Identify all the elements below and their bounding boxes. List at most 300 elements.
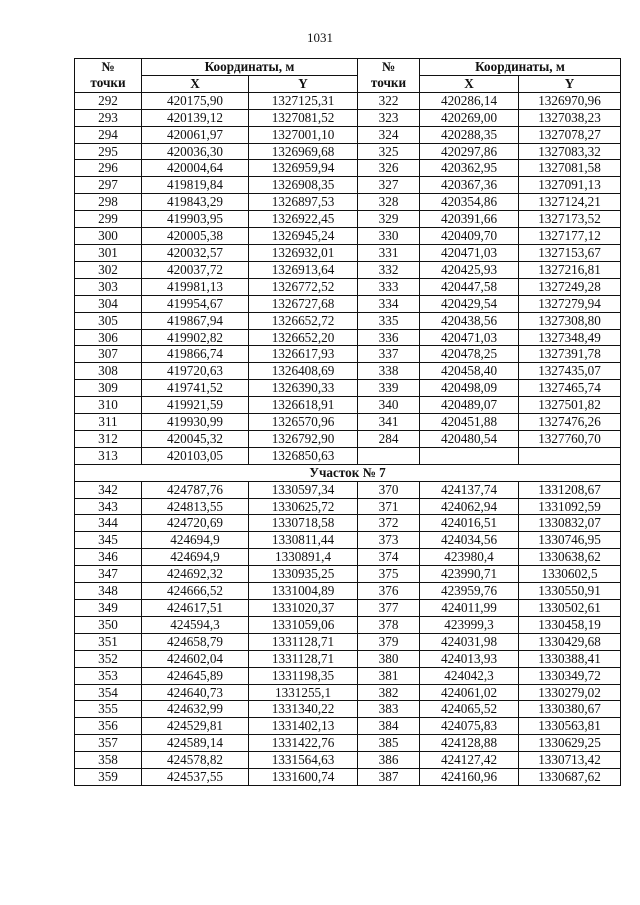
x-coordinate-cell: 424031,98	[420, 633, 519, 650]
y-coordinate-cell: 1327348,49	[519, 329, 621, 346]
x-coordinate-cell: 424578,82	[142, 752, 249, 769]
x-header-left: X	[142, 75, 249, 92]
point-number-cell: 307	[75, 346, 142, 363]
y-coordinate-cell: 1326570,96	[249, 414, 358, 431]
point-number-cell: 299	[75, 211, 142, 228]
y-coordinate-cell: 1327124,21	[519, 194, 621, 211]
point-number-cell: 377	[358, 600, 420, 617]
point-number-cell: 324	[358, 126, 420, 143]
x-coordinate-cell: 420004,64	[142, 160, 249, 177]
table-row	[75, 650, 621, 667]
x-coordinate-cell: 424062,94	[420, 498, 519, 515]
x-coordinate-cell: 420478,25	[420, 346, 519, 363]
x-coordinate-cell: 423959,76	[420, 583, 519, 600]
x-coordinate-cell: 420438,56	[420, 312, 519, 329]
x-coordinate-cell: 424666,52	[142, 583, 249, 600]
point-number-cell: 345	[75, 532, 142, 549]
x-coordinate-cell: 419930,99	[142, 414, 249, 431]
coordinates-header-left: Координаты, м	[142, 59, 358, 76]
y-coordinate-cell: 1331208,67	[519, 481, 621, 498]
y-coordinate-cell: 1326408,69	[249, 363, 358, 380]
table-row	[75, 397, 621, 414]
x-coordinate-cell: 419843,29	[142, 194, 249, 211]
y-coordinate-cell: 1330602,5	[519, 566, 621, 583]
x-coordinate-cell: 424075,83	[420, 718, 519, 735]
table-row	[75, 583, 621, 600]
point-number-cell: 356	[75, 718, 142, 735]
table-row	[75, 532, 621, 549]
header-row-1	[75, 59, 621, 76]
table-row	[75, 481, 621, 498]
x-coordinate-cell: 424011,99	[420, 600, 519, 617]
point-number-cell: 333	[358, 278, 420, 295]
point-number-cell: 346	[75, 549, 142, 566]
point-number-cell: 335	[358, 312, 420, 329]
header-row-2	[75, 75, 621, 92]
x-coordinate-cell: 420451,88	[420, 414, 519, 431]
point-number-cell: 378	[358, 616, 420, 633]
table-row	[75, 329, 621, 346]
y-coordinate-cell: 1327173,52	[519, 211, 621, 228]
x-coordinate-cell: 419866,74	[142, 346, 249, 363]
point-number-cell: 384	[358, 718, 420, 735]
x-coordinate-cell: 424694,9	[142, 549, 249, 566]
section-row	[75, 464, 621, 481]
point-number-cell: 300	[75, 228, 142, 245]
y-coordinate-cell: 1326970,96	[519, 92, 621, 109]
x-coordinate-cell: 424720,69	[142, 515, 249, 532]
point-number-cell: 303	[75, 278, 142, 295]
point-number-cell: 298	[75, 194, 142, 211]
y-coordinate-cell: 1330563,81	[519, 718, 621, 735]
table-row	[75, 549, 621, 566]
point-number-cell: 376	[358, 583, 420, 600]
y-coordinate-cell: 1326850,63	[249, 447, 358, 464]
point-number-cell: 373	[358, 532, 420, 549]
point-number-cell: 296	[75, 160, 142, 177]
x-coordinate-cell: 424065,52	[420, 701, 519, 718]
point-number-cell: 330	[358, 228, 420, 245]
point-number-cell: 328	[358, 194, 420, 211]
y-coordinate-cell: 1327081,58	[519, 160, 621, 177]
x-coordinate-cell: 420409,70	[420, 228, 519, 245]
y-coordinate-cell: 1331402,13	[249, 718, 358, 735]
point-number-cell: 294	[75, 126, 142, 143]
x-coordinate-cell: 420139,12	[142, 109, 249, 126]
number-sign: №	[101, 59, 115, 74]
point-number-cell: 340	[358, 397, 420, 414]
table-row	[75, 667, 621, 684]
table-row	[75, 752, 621, 769]
point-number-cell: 347	[75, 566, 142, 583]
x-coordinate-cell: 420036,30	[142, 143, 249, 160]
point-number-cell: 297	[75, 177, 142, 194]
x-coordinate-cell: 419819,84	[142, 177, 249, 194]
point-number-cell: 334	[358, 295, 420, 312]
table-row	[75, 346, 621, 363]
x-coordinate-cell: 420489,07	[420, 397, 519, 414]
x-coordinate-cell: 419720,63	[142, 363, 249, 380]
point-number-cell: 341	[358, 414, 420, 431]
y-coordinate-cell: 1327091,13	[519, 177, 621, 194]
x-coordinate-cell: 420471,03	[420, 244, 519, 261]
x-coordinate-cell: 424694,9	[142, 532, 249, 549]
x-coordinate-cell: 419902,82	[142, 329, 249, 346]
y-coordinate-cell: 1327125,31	[249, 92, 358, 109]
x-coordinate-cell: 420037,72	[142, 261, 249, 278]
point-number-header-right	[358, 59, 420, 93]
point-label: точки	[90, 74, 126, 90]
table-body-top	[75, 92, 621, 464]
y-coordinate-cell: 1326945,24	[249, 228, 358, 245]
table-row	[75, 363, 621, 380]
y-coordinate-cell: 1330502,61	[519, 600, 621, 617]
x-coordinate-cell: 424042,3	[420, 667, 519, 684]
coordinates-table	[74, 58, 621, 786]
x-coordinate-cell: 420045,32	[142, 430, 249, 447]
y-coordinate-cell: 1330625,72	[249, 498, 358, 515]
x-coordinate-cell: 424589,14	[142, 735, 249, 752]
point-number-cell: 331	[358, 244, 420, 261]
point-number-cell: 375	[358, 566, 420, 583]
x-coordinate-cell: 424529,81	[142, 718, 249, 735]
point-number-cell: 302	[75, 261, 142, 278]
point-number-cell: 344	[75, 515, 142, 532]
table-row	[75, 177, 621, 194]
x-coordinate-cell: 424016,51	[420, 515, 519, 532]
y-coordinate-cell: 1327001,10	[249, 126, 358, 143]
point-number-cell: 313	[75, 447, 142, 464]
point-number-cell: 292	[75, 92, 142, 109]
table-row	[75, 735, 621, 752]
table-row	[75, 228, 621, 245]
x-coordinate-cell: 420005,38	[142, 228, 249, 245]
y-coordinate-cell: 1330597,34	[249, 481, 358, 498]
point-number-cell: 309	[75, 380, 142, 397]
point-number-cell: 322	[358, 92, 420, 109]
table-row	[75, 600, 621, 617]
point-number-cell: 306	[75, 329, 142, 346]
y-coordinate-cell: 1327083,32	[519, 143, 621, 160]
x-coordinate-cell: 419741,52	[142, 380, 249, 397]
table-row	[75, 160, 621, 177]
coordinates-header-right: Координаты, м	[420, 59, 621, 76]
y-coordinate-cell: 1330713,42	[519, 752, 621, 769]
y-coordinate-cell: 1330629,25	[519, 735, 621, 752]
table-row	[75, 633, 621, 650]
table-row	[75, 143, 621, 160]
x-coordinate-cell: 420288,35	[420, 126, 519, 143]
point-number-cell: 349	[75, 600, 142, 617]
point-number-cell: 355	[75, 701, 142, 718]
table-row	[75, 380, 621, 397]
y-coordinate-cell: 1326772,52	[249, 278, 358, 295]
y-coordinate-cell: 1330458,19	[519, 616, 621, 633]
y-coordinate-cell: 1326969,68	[249, 143, 358, 160]
x-coordinate-cell: 423999,3	[420, 616, 519, 633]
point-number-cell: 382	[358, 684, 420, 701]
number-sign: №	[381, 59, 396, 74]
point-number-cell: 342	[75, 481, 142, 498]
point-number-cell: 383	[358, 701, 420, 718]
x-coordinate-cell: 420269,00	[420, 109, 519, 126]
point-number-cell: 332	[358, 261, 420, 278]
x-coordinate-cell: 420498,09	[420, 380, 519, 397]
y-coordinate-cell: 1330935,25	[249, 566, 358, 583]
point-label: точки	[370, 74, 407, 90]
point-number-cell: 380	[358, 650, 420, 667]
point-number-cell: 329	[358, 211, 420, 228]
point-number-cell: 353	[75, 667, 142, 684]
y-coordinate-cell: 1326792,90	[249, 430, 358, 447]
point-number-cell: 372	[358, 515, 420, 532]
y-coordinate-cell: 1327308,80	[519, 312, 621, 329]
x-header-right: X	[420, 75, 519, 92]
point-number-cell: 295	[75, 143, 142, 160]
y-coordinate-cell: 1331340,22	[249, 701, 358, 718]
x-coordinate-cell: 420471,03	[420, 329, 519, 346]
point-number-cell: 374	[358, 549, 420, 566]
y-coordinate-cell: 1330279,02	[519, 684, 621, 701]
table-row	[75, 244, 621, 261]
y-coordinate-cell: 1327760,70	[519, 430, 621, 447]
x-coordinate-cell: 424787,76	[142, 481, 249, 498]
point-number-cell: 325	[358, 143, 420, 160]
x-coordinate-cell: 424034,56	[420, 532, 519, 549]
y-coordinate-cell: 1330718,58	[249, 515, 358, 532]
table-row	[75, 566, 621, 583]
x-coordinate-cell: 420354,86	[420, 194, 519, 211]
x-coordinate-cell: 420447,58	[420, 278, 519, 295]
y-coordinate-cell: 1330550,91	[519, 583, 621, 600]
x-coordinate-cell: 420175,90	[142, 92, 249, 109]
table-row	[75, 194, 621, 211]
y-coordinate-cell: 1330891,4	[249, 549, 358, 566]
y-coordinate-cell: 1326727,68	[249, 295, 358, 312]
y-coordinate-cell: 1327177,12	[519, 228, 621, 245]
point-number-cell: 385	[358, 735, 420, 752]
y-coordinate-cell: 1326617,93	[249, 346, 358, 363]
x-coordinate-cell: 419903,95	[142, 211, 249, 228]
x-coordinate-cell: 424645,89	[142, 667, 249, 684]
table-row	[75, 414, 621, 431]
x-coordinate-cell: 424813,55	[142, 498, 249, 515]
y-coordinate-cell: 1330380,67	[519, 701, 621, 718]
y-coordinate-cell: 1326618,91	[249, 397, 358, 414]
point-number-cell: 308	[75, 363, 142, 380]
y-coordinate-cell: 1326652,72	[249, 312, 358, 329]
y-coordinate-cell: 1330429,68	[519, 633, 621, 650]
x-coordinate-cell: 424692,32	[142, 566, 249, 583]
x-coordinate-cell: 424658,79	[142, 633, 249, 650]
x-coordinate-cell: 420103,05	[142, 447, 249, 464]
point-number-cell: 336	[358, 329, 420, 346]
y-coordinate-cell: 1326652,20	[249, 329, 358, 346]
table-row	[75, 261, 621, 278]
y-coordinate-cell: 1331020,37	[249, 600, 358, 617]
point-number-header-left	[75, 59, 142, 93]
y-header-right: Y	[519, 75, 621, 92]
x-coordinate-cell: 423990,71	[420, 566, 519, 583]
y-coordinate-cell	[519, 447, 621, 464]
x-coordinate-cell: 420362,95	[420, 160, 519, 177]
x-coordinate-cell: 420367,36	[420, 177, 519, 194]
x-coordinate-cell: 419981,13	[142, 278, 249, 295]
y-coordinate-cell: 1331255,1	[249, 684, 358, 701]
table-row	[75, 515, 621, 532]
point-number-cell: 348	[75, 583, 142, 600]
x-coordinate-cell: 420480,54	[420, 430, 519, 447]
y-coordinate-cell: 1331564,63	[249, 752, 358, 769]
y-coordinate-cell: 1330638,62	[519, 549, 621, 566]
table-row	[75, 211, 621, 228]
x-coordinate-cell: 419867,94	[142, 312, 249, 329]
point-number-cell: 305	[75, 312, 142, 329]
x-coordinate-cell: 420425,93	[420, 261, 519, 278]
point-number-cell: 301	[75, 244, 142, 261]
point-number-cell	[358, 447, 420, 464]
x-coordinate-cell: 420391,66	[420, 211, 519, 228]
y-coordinate-cell: 1327279,94	[519, 295, 621, 312]
table-row	[75, 616, 621, 633]
x-coordinate-cell: 420297,86	[420, 143, 519, 160]
point-number-cell: 357	[75, 735, 142, 752]
page-number: 1031	[307, 30, 333, 45]
x-coordinate-cell: 420032,57	[142, 244, 249, 261]
y-coordinate-cell: 1326959,94	[249, 160, 358, 177]
x-coordinate-cell: 424013,93	[420, 650, 519, 667]
x-coordinate-cell	[420, 447, 519, 464]
table-row	[75, 684, 621, 701]
x-coordinate-cell: 424602,04	[142, 650, 249, 667]
table-row	[75, 447, 621, 464]
y-coordinate-cell: 1331092,59	[519, 498, 621, 515]
y-coordinate-cell: 1331128,71	[249, 650, 358, 667]
y-coordinate-cell: 1327038,23	[519, 109, 621, 126]
section-divider	[75, 464, 621, 481]
y-coordinate-cell: 1327391,78	[519, 346, 621, 363]
point-number-cell: 371	[358, 498, 420, 515]
y-coordinate-cell: 1330811,44	[249, 532, 358, 549]
point-number-cell: 370	[358, 481, 420, 498]
table-row	[75, 701, 621, 718]
point-number-cell: 386	[358, 752, 420, 769]
y-coordinate-cell: 1326913,64	[249, 261, 358, 278]
table-row	[75, 278, 621, 295]
point-number-cell: 379	[358, 633, 420, 650]
point-number-cell: 387	[358, 769, 420, 786]
point-number-cell: 337	[358, 346, 420, 363]
y-coordinate-cell: 1330349,72	[519, 667, 621, 684]
x-coordinate-cell: 424137,74	[420, 481, 519, 498]
y-coordinate-cell: 1330746,95	[519, 532, 621, 549]
y-coordinate-cell: 1331198,35	[249, 667, 358, 684]
x-coordinate-cell: 424640,73	[142, 684, 249, 701]
point-number-cell: 326	[358, 160, 420, 177]
x-coordinate-cell: 424537,55	[142, 769, 249, 786]
y-coordinate-cell: 1331059,06	[249, 616, 358, 633]
table-row	[75, 126, 621, 143]
table-body-bottom	[75, 481, 621, 785]
y-coordinate-cell: 1330388,41	[519, 650, 621, 667]
x-coordinate-cell: 420458,40	[420, 363, 519, 380]
y-coordinate-cell: 1327476,26	[519, 414, 621, 431]
x-coordinate-cell: 424617,51	[142, 600, 249, 617]
x-coordinate-cell: 420286,14	[420, 92, 519, 109]
point-number-cell: 312	[75, 430, 142, 447]
y-coordinate-cell: 1327216,81	[519, 261, 621, 278]
x-coordinate-cell: 424632,99	[142, 701, 249, 718]
point-number-cell: 381	[358, 667, 420, 684]
point-number-cell: 284	[358, 430, 420, 447]
point-number-cell: 338	[358, 363, 420, 380]
x-coordinate-cell: 420061,97	[142, 126, 249, 143]
table-row	[75, 430, 621, 447]
point-number-cell: 323	[358, 109, 420, 126]
x-coordinate-cell: 419921,59	[142, 397, 249, 414]
point-number-cell: 350	[75, 616, 142, 633]
y-coordinate-cell: 1330687,62	[519, 769, 621, 786]
point-number-cell: 354	[75, 684, 142, 701]
x-coordinate-cell: 424061,02	[420, 684, 519, 701]
y-coordinate-cell: 1327078,27	[519, 126, 621, 143]
y-coordinate-cell: 1330832,07	[519, 515, 621, 532]
x-coordinate-cell: 420429,54	[420, 295, 519, 312]
y-coordinate-cell: 1326908,35	[249, 177, 358, 194]
point-number-cell: 310	[75, 397, 142, 414]
x-coordinate-cell: 419954,67	[142, 295, 249, 312]
y-coordinate-cell: 1327153,67	[519, 244, 621, 261]
point-number-cell: 339	[358, 380, 420, 397]
table-row	[75, 718, 621, 735]
point-number-cell: 359	[75, 769, 142, 786]
y-coordinate-cell: 1327435,07	[519, 363, 621, 380]
y-coordinate-cell: 1331004,89	[249, 583, 358, 600]
point-number-cell: 327	[358, 177, 420, 194]
y-coordinate-cell: 1327081,52	[249, 109, 358, 126]
y-coordinate-cell: 1326390,33	[249, 380, 358, 397]
x-coordinate-cell: 424160,96	[420, 769, 519, 786]
x-coordinate-cell: 423980,4	[420, 549, 519, 566]
y-coordinate-cell: 1326922,45	[249, 211, 358, 228]
point-number-cell: 293	[75, 109, 142, 126]
table-row	[75, 109, 621, 126]
point-number-cell: 352	[75, 650, 142, 667]
y-coordinate-cell: 1326897,53	[249, 194, 358, 211]
x-coordinate-cell: 424127,42	[420, 752, 519, 769]
y-coordinate-cell: 1331128,71	[249, 633, 358, 650]
point-number-cell: 358	[75, 752, 142, 769]
point-number-cell: 351	[75, 633, 142, 650]
y-coordinate-cell: 1331600,74	[249, 769, 358, 786]
table-row	[75, 498, 621, 515]
point-number-cell: 343	[75, 498, 142, 515]
x-coordinate-cell: 424594,3	[142, 616, 249, 633]
table-row	[75, 312, 621, 329]
table-row	[75, 92, 621, 109]
y-header-left: Y	[249, 75, 358, 92]
section-title: Участок № 7	[75, 464, 621, 481]
point-number-cell: 311	[75, 414, 142, 431]
y-coordinate-cell: 1327249,28	[519, 278, 621, 295]
table-row	[75, 295, 621, 312]
point-number-cell: 304	[75, 295, 142, 312]
table-row	[75, 769, 621, 786]
x-coordinate-cell: 424128,88	[420, 735, 519, 752]
y-coordinate-cell: 1327465,74	[519, 380, 621, 397]
y-coordinate-cell: 1327501,82	[519, 397, 621, 414]
y-coordinate-cell: 1326932,01	[249, 244, 358, 261]
